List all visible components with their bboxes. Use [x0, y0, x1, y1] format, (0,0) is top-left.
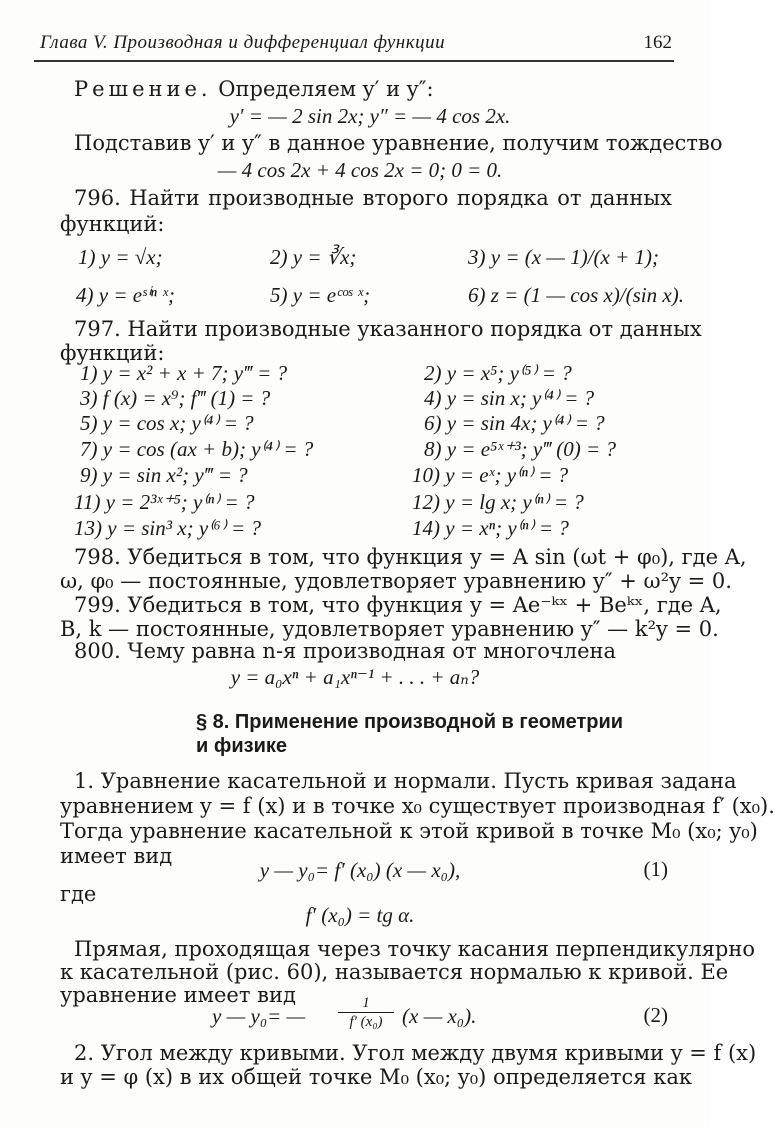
ex-797-item: 9) y = sin x²; y‴ = ? — [80, 463, 248, 487]
derivatives-equation: y′ = — 2 sin 2x; y″ = — 4 cos 2x. — [229, 104, 511, 128]
ex-797-item: 2) y = x⁵; y⁽⁵⁾ = ? — [424, 361, 572, 385]
problem-800-text: 800. Чему равна n-я производная от многочлена — [74, 639, 617, 663]
section-heading: § 8. Применение производной в геометрии — [196, 711, 624, 733]
ex-797-item: 12) y = lg x; y⁽ⁿ⁾ = ? — [412, 490, 584, 514]
ex-797-item: 1) y = x² + x + 7; y‴ = ? — [80, 361, 288, 385]
ex-796-item: 2) y = ∛x; — [270, 245, 357, 269]
ex-797-item: 7) y = cos (ax + b); y⁽⁴⁾ = ? — [80, 437, 314, 461]
ex-797-item: 5) y = cos x; y⁽⁴⁾ = ? — [80, 411, 254, 435]
page-number: 162 — [643, 32, 672, 53]
problem-797-text-cont: функций: — [60, 341, 165, 365]
ex-797-item: 8) y = e⁵ˣ⁺³; y‴ (0) = ? — [424, 437, 616, 461]
where-text: где — [60, 882, 97, 906]
polynomial-equation: y = a₀xⁿ + a₁xⁿ⁻¹ + . . . + aₙ? — [230, 665, 480, 689]
problem-798-text-cont: ω, φ₀ — постоянные, удовлетворяет уравнению y″ + ω²y = 0. — [60, 569, 732, 593]
problem-799-text: 799. Убедиться в том, что функция y = Ae⁻ᵏˣ + Beᵏˣ, где A, — [74, 593, 722, 617]
ex-796-item: 6) z = (1 — cos x)/(sin x). — [468, 283, 684, 307]
solution-line — [74, 76, 686, 102]
problem-796-text-cont: функций: — [60, 212, 165, 236]
equation-number: (2) — [643, 1003, 668, 1027]
ex-796-item: 4) y = eˢⁱⁿ ˣ; — [76, 283, 176, 307]
ex-796-item: 5) y = eᶜᵒˢ ˣ; — [270, 283, 371, 307]
theory-paragraph-line: имеет вид — [60, 844, 173, 868]
equation-number: (1) — [643, 857, 668, 881]
ex-797-item: 6) y = sin 4x; y⁽⁴⁾ = ? — [424, 411, 605, 435]
problem-799-text-cont: B, k — постоянные, удовлетворяет уравнению y″ — k²y = 0. — [60, 617, 719, 641]
problem-798-text: 798. Убедиться в том, что функция y = A sin (ωt + φ₀), где A, — [74, 545, 747, 569]
ex-797-item: 10) y = eˣ; y⁽ⁿ⁾ = ? — [412, 463, 569, 487]
substitution-text: Подставив y′ и y″ в данное уравнение, получим тождество — [74, 131, 723, 155]
chapter-title: Глава V. Производная и дифференциал функции — [40, 32, 446, 53]
running-header — [34, 30, 674, 62]
theory-paragraph-line: Тогда уравнение касательной к этой кривой в точке M₀ (x₀; y₀) — [60, 819, 758, 843]
ex-796-item: 3) y = (x — 1)/(x + 1); — [468, 245, 660, 269]
theory-paragraph-line: 2. Угол между кривыми. Угол между двумя кривыми y = f (x) — [74, 1041, 757, 1065]
theory-paragraph-line: уравнением y = f (x) и в точке x₀ существует производная f′ (x₀). — [60, 794, 775, 818]
ex-797-item: 4) y = sin x; y⁽⁴⁾ = ? — [424, 386, 595, 410]
theory-paragraph-line: и y = φ (x) в их общей точке M₀ (x₀; y₀) определяется как — [60, 1065, 692, 1089]
ex-797-item: 13) y = sin³ x; y⁽⁶⁾ = ? — [74, 516, 261, 540]
ex-797-item: 14) y = xⁿ; y⁽ⁿ⁾ = ? — [412, 516, 569, 540]
normal-equation-rhs: (x — x₀). — [402, 1004, 477, 1028]
section-heading-cont: и физике — [196, 735, 288, 757]
solution-label: Решение. — [74, 77, 212, 101]
normal-equation-lhs: y — y₀= — — [212, 1004, 306, 1028]
theory-paragraph-line: уравнение имеет вид — [60, 983, 296, 1007]
problem-796-text: 796. Найти производные второго порядка от данных — [74, 186, 672, 210]
theory-paragraph-line: 1. Уравнение касательной и нормали. Пусть кривая задана — [74, 769, 737, 793]
identity-equation: — 4 cos 2x + 4 cos 2x = 0; 0 = 0. — [217, 158, 503, 182]
fraction-denominator: f′ (x₀) — [349, 1014, 383, 1030]
fraction-numerator: 1 — [338, 994, 394, 1013]
normal-equation-fraction — [338, 994, 394, 1031]
solution-text: Определяем y′ и y″: — [218, 77, 434, 101]
ex-797-item: 3) f (x) = x⁹; f‴ (1) = ? — [80, 386, 271, 410]
theory-paragraph-line: Прямая, проходящая через точку касания перпендикулярно — [74, 937, 755, 961]
theory-paragraph-line: к касательной (рис. 60), называется нормалью к кривой. Ее — [60, 960, 729, 984]
ex-797-item: 11) y = 2³ˣ⁺⁵; y⁽ⁿ⁾ = ? — [74, 490, 255, 514]
tangent-equation: y — y₀= f′ (x₀) (x — x₀), — [259, 858, 461, 882]
ex-796-item: 1) y = √x; — [78, 245, 163, 269]
problem-797-text: 797. Найти производные указанного порядка от данных — [74, 317, 702, 341]
slope-equation: f′ (x₀) = tg α. — [305, 903, 415, 927]
